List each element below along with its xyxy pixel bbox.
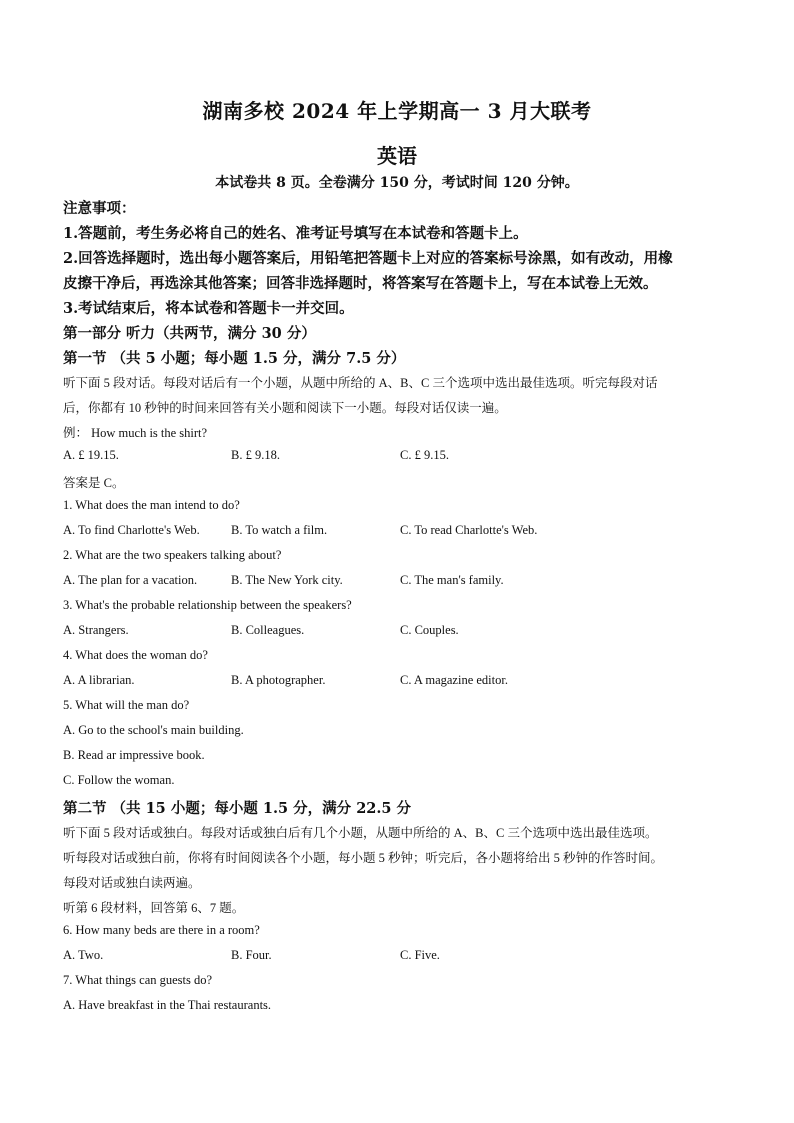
exam-title: 湖南多校 2024 年上学期高一 3 月大联考: [202, 99, 592, 123]
question-1-option-b: B. To watch a film.: [231, 523, 328, 537]
question-2: 2. What are the two speakers talking about?: [63, 548, 282, 562]
question-6: 6. How many beds are there in a room?: [63, 923, 260, 937]
question-6-option-a: A. Two.: [63, 948, 104, 962]
question-2-option-a: A. The plan for a vacation.: [63, 573, 198, 587]
note-3: 3.考试结束后，将本试卷和答题卡一并交回。: [63, 300, 354, 317]
section1-instruction-1: 听下面 5 段对话。每段对话后有一个小题，从题中所给的 A、B、C 三个选项中选出最佳选项。听完每段对话: [63, 376, 658, 390]
example-option-a: A. £ 19.15.: [63, 448, 119, 462]
question-4-option-c: C. A magazine editor.: [400, 673, 508, 687]
question-3-option-b: B. Colleagues.: [231, 623, 305, 637]
section2-instruction-1: 听下面 5 段对话或独白。每段对话或独白后有几个小题，从题中所给的 A、B、C 三个选项中选出最佳选项。: [63, 826, 658, 840]
question-4-option-b: B. A photographer.: [231, 673, 326, 687]
question-7-option-a: A. Have breakfast in the Thai restaurants.: [63, 998, 272, 1012]
question-4-option-a: A. A librarian.: [63, 673, 135, 687]
question-7: 7. What things can guests do?: [63, 973, 213, 987]
question-1-option-c: C. To read Charlotte's Web.: [400, 523, 538, 537]
example-question: 例： How much is the shirt?: [63, 426, 208, 440]
question-2-option-b: B. The New York city.: [231, 573, 343, 587]
question-1: 1. What does the man intend to do?: [63, 498, 240, 512]
question-3: 3. What's the probable relationship between the speakers?: [63, 598, 352, 612]
section2-instruction-2: 听每段对话或独白前，你将有时间阅读各个小题，每小题 5 秒钟；听完后，各小题将给出 5 秒钟的作答时间。: [63, 851, 664, 865]
question-6-option-c: C. Five.: [400, 948, 440, 962]
note-2b: 皮擦干净后，再选涂其他答案；回答非选择题时，将答案写在答题卡上，写在本试卷上无效。: [63, 275, 658, 292]
section1-heading: 第一节 （共 5 小题；每小题 1.5 分，满分 7.5 分）: [63, 350, 406, 367]
subject-title: 英语: [377, 144, 417, 168]
section2-heading: 第二节 （共 15 小题；每小题 1.5 分，满分 22.5 分: [63, 800, 412, 817]
question-5: 5. What will the man do?: [63, 698, 190, 712]
example-option-b: B. £ 9.18.: [231, 448, 280, 462]
question-5-option-c: C. Follow the woman.: [63, 773, 175, 787]
question-2-option-c: C. The man's family.: [400, 573, 504, 587]
exam-info: 本试卷共 8 页。全卷满分 150 分，考试时间 120 分钟。: [215, 175, 579, 191]
question-1-option-a: A. To find Charlotte's Web.: [63, 523, 200, 537]
question-4: 4. What does the woman do?: [63, 648, 208, 662]
example-option-c: C. £ 9.15.: [400, 448, 449, 462]
notes-heading: 注意事项：: [63, 200, 136, 217]
material-6-label: 听第 6 段材料，回答第 6、7 题。: [63, 901, 245, 915]
note-2a: 2.回答选择题时，选出每小题答案后，用铅笔把答题卡上对应的答案标号涂黑，如有改动，用橡: [63, 250, 673, 267]
question-3-option-a: A. Strangers.: [63, 623, 129, 637]
question-5-option-a: A. Go to the school's main building.: [63, 723, 244, 737]
section2-instruction-3: 每段对话或独白读两遍。: [63, 876, 201, 890]
question-3-option-c: C. Couples.: [400, 623, 459, 637]
question-6-option-b: B. Four.: [231, 948, 272, 962]
section1-instruction-2: 后，你都有 10 秒钟的时间来回答有关小题和阅读下一小题。每段对话仅读一遍。: [63, 401, 507, 415]
example-answer: 答案是 C。: [63, 476, 125, 490]
note-1: 1.答题前，考生务必将自己的姓名、准考证号填写在本试卷和答题卡上。: [63, 225, 528, 242]
question-5-option-b: B. Read ar impressive book.: [63, 748, 205, 762]
part1-heading: 第一部分 听力（共两节，满分 30 分）: [63, 325, 316, 342]
